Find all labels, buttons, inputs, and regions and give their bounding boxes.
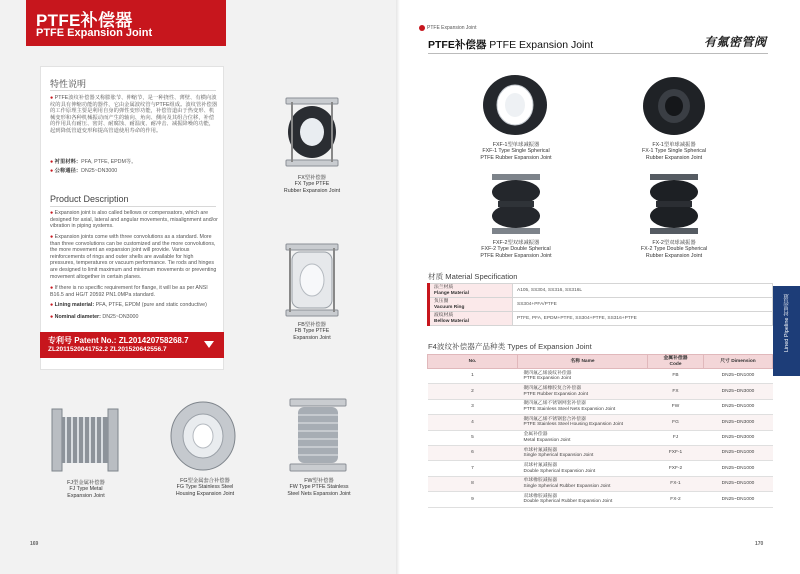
cell-dimension: DN25~DN3000 (704, 430, 773, 445)
right-page-number: 170 (755, 541, 764, 547)
table-row (428, 445, 773, 460)
breadcrumb: PTFE Expansion Joint (427, 25, 477, 31)
cell-code: FXF-2 (648, 461, 704, 476)
cell-dimension: DN25~DN1000 (704, 476, 773, 491)
material-label: 负压圈 Vacuum Ring (429, 298, 513, 312)
table-row (428, 461, 773, 476)
cell-dimension: DN25~DN3000 (704, 384, 773, 399)
cell-code: FW (648, 399, 704, 414)
types-title: F4波纹补偿器产品种类 Types of Expansion Joint (428, 342, 592, 351)
cn-lining: ● 衬里材料：PFA, PTFE, EPDM等。 (50, 159, 137, 165)
table-row (428, 430, 773, 445)
table-row (428, 384, 773, 399)
table-row (428, 369, 773, 384)
fw-joint-image (286, 395, 350, 475)
fx2-joint-image (646, 172, 702, 236)
cell-name: 双球橡胶减振器 Double Spherical Rubber Expansion Joint (518, 492, 648, 507)
cell-name: 聚四氟乙烯不锈钢套合补偿器 PTFE Stainless Steel Housing Expansion Joint (518, 415, 648, 430)
fx1-caption: FX-1型单球减振器 FX-1 Type Single Spherical Rubber Expansion Joint (641, 142, 707, 161)
cell-no: 3 (428, 399, 518, 414)
en-p2: ● Expansion joints come with three convolutions as a standard. More than three convolutions can be customized and the more convolutions, the more movement an expansion joint will provide. Various reinforcements of rings and outer shells are available for high pressures, temperatures or vacuum performance. Tie rods and hinges are designed to limit maximum and minimum movements or preventing movement altogether in certain planes. (50, 234, 217, 280)
patent-line-2: ZL2011520041752.2 ZL201520642556.7 (48, 346, 167, 353)
cell-dimension: DN25~DN1000 (704, 461, 773, 476)
material-row (429, 312, 773, 326)
material-table (427, 283, 773, 326)
cell-code: FX (648, 384, 704, 399)
left-page-number: 169 (30, 541, 39, 547)
fw-caption: FW型补偿器 FW Type PTFE Stainless Steel Nets Expansion Joint (287, 478, 351, 497)
fg-joint-image (168, 398, 238, 474)
cell-name: 双球衬氟减振器 Double Spherical Expansion Joint (518, 461, 648, 476)
cell-code: FJ (648, 430, 704, 445)
fxf2-joint-image (488, 172, 544, 236)
en-lining: ● Lining material: PFA, PTFE, EPDM (pure and static conductive) (50, 302, 207, 308)
patent-banner (40, 332, 224, 358)
material-row (429, 284, 773, 298)
cell-code: FX-2 (648, 492, 704, 507)
col-no: No. (428, 355, 518, 369)
cell-no: 8 (428, 476, 518, 491)
en-nominal: ● Nominal diameter: DN25~DN3000 (50, 314, 139, 320)
cn-body: ● PTFE波纹补偿器又称膨胀节、伸缩节，是一种挠性、薄壁、有横向波纹的具有伸缩功能的器件，它由金属波纹管与PTFE组成。波纹管补偿器的工作原理主要是利用自身的弹性变形功能，补偿管道由于热变形、机械变形和各种机械振动而产生的轴向、角向、侧向及其组合位移，补偿的作用具有耐压、密封、耐腐蚀、耐温度、耐冲击、减振降噪的功能，起到降低管道变形和提高管道使用寿命的作用。 (50, 95, 218, 134)
fxf1-caption: FXF-1型单球减振器 FXF-1 Type Single Spherical PTFE Rubber Expansion Joint (480, 142, 552, 161)
left-header-title: PTFE补偿器 (36, 11, 133, 30)
fg-caption: FG型金属套合补偿器 FG Type Stainless Steel Housing Expansion Joint (175, 478, 235, 497)
fx1-joint-image (640, 74, 708, 138)
cell-name: 聚四氟乙烯不锈钢网套补偿器 PTFE Stainless Steel Nets Expansion Joint (518, 399, 648, 414)
cell-no: 9 (428, 492, 518, 507)
table-row (428, 492, 773, 507)
en-p1: ● Expansion joint is also called bellows or compensators, which are designed for axial, lateral and angular movements, misalignment and/or vibration in piping systems. (50, 210, 218, 230)
fxf1-joint-image (480, 72, 550, 138)
spec-box (40, 66, 224, 370)
fj-joint-image (50, 405, 120, 475)
types-table (427, 354, 773, 508)
fx-joint-image (282, 92, 342, 172)
cell-no: 6 (428, 445, 518, 460)
material-label: 波纹材质 Bellow Material (429, 312, 513, 326)
cell-no: 2 (428, 384, 518, 399)
right-page-title: PTFE补偿器 PTFE Expansion Joint (428, 39, 594, 51)
cell-no: 5 (428, 430, 518, 445)
cn-heading: 特性说明 (50, 79, 87, 89)
patent-line-1: 专利号 Patent No.: ZL201420758268.7 (48, 336, 189, 345)
fx2-caption: FX-2型双球减振器 FX-2 Type Double Spherical Rubber Expansion Joint (640, 240, 708, 259)
title-rule (428, 53, 768, 54)
cell-no: 1 (428, 369, 518, 384)
cell-no: 4 (428, 415, 518, 430)
material-row (429, 298, 773, 312)
cell-no: 7 (428, 461, 518, 476)
col-dimension: 尺寸 Dimension (704, 355, 773, 369)
cell-name: 单球橡胶减振器 Single Spherical Rubber Expansion Joint (518, 476, 648, 491)
types-header-row (428, 355, 773, 369)
cell-name: 金属补偿器 Metal Expansion Joint (518, 430, 648, 445)
cell-code: FG (648, 415, 704, 430)
section-side-tab[interactable]: Lined Pipeline 衬里管道 (773, 286, 800, 376)
cell-name: 聚四氟乙烯波纹补偿器 PTFE Expansion Joint (518, 369, 648, 384)
cell-code: FXF-1 (648, 445, 704, 460)
material-label: 法兰材质 Flange Material (429, 284, 513, 298)
fb-caption: FB型补偿器 FB Type PTFE Expansion Joint (293, 322, 331, 341)
material-value: SS304+PFA/PTFE (513, 298, 773, 312)
fx-caption: FX型补偿器 FX Type PTFE Rubber Expansion Joint (283, 175, 341, 194)
table-row (428, 476, 773, 491)
cell-dimension: DN25~DN3000 (704, 415, 773, 430)
material-value: A105, SS304, SS316, SS316L (513, 284, 773, 298)
cn-heading-rule (50, 90, 216, 91)
left-header-subtitle: PTFE Expansion Joint (36, 27, 153, 39)
cell-code: FB (648, 369, 704, 384)
en-heading-rule (50, 206, 216, 207)
cell-dimension: DN25~DN1000 (704, 399, 773, 414)
cell-name: 聚四氟乙烯橡胶复合补偿器 PTFE Rubber Expansion Joint (518, 384, 648, 399)
fxf2-caption: FXF-2型双球减振器 FXF-2 Type Double Spherical PTFE Rubber Expansion Joint (480, 240, 552, 259)
cell-name: 单球衬氟减振器 Single Spherical Expansion Joint (518, 445, 648, 460)
table-row (428, 415, 773, 430)
chevron-down-icon (204, 341, 214, 348)
cell-dimension: DN25~DN1000 (704, 445, 773, 460)
left-header-banner (26, 0, 226, 46)
fj-caption: FJ型金属补偿器 FJ Type Metal Expansion Joint (67, 480, 105, 499)
col-name: 名称 Name (518, 355, 648, 369)
cell-dimension: DN25~DN1000 (704, 492, 773, 507)
brand-logo: 有氟密管阀 (704, 35, 767, 49)
material-value: PTFE, PFA, EPDM+PTFE, SS304+PTFE, SS316+PTFE (513, 312, 773, 326)
fb-joint-image (282, 240, 342, 320)
breadcrumb-icon (419, 25, 425, 31)
en-p3: ● If there is no specific requirement for flange, it will be as per ANSI B16.5 and HG/T 20592 PN1.0MPa standard. (50, 285, 208, 298)
col-code: 金属补偿器 Code (648, 355, 704, 369)
material-title: 材质 Material Specification (428, 272, 518, 281)
cell-dimension: DN25~DN1000 (704, 369, 773, 384)
en-heading: Product Description (50, 194, 129, 204)
cell-code: FX-1 (648, 476, 704, 491)
table-row (428, 399, 773, 414)
cn-dn: ● 公称通径：DN25~DN3000 (50, 168, 118, 174)
